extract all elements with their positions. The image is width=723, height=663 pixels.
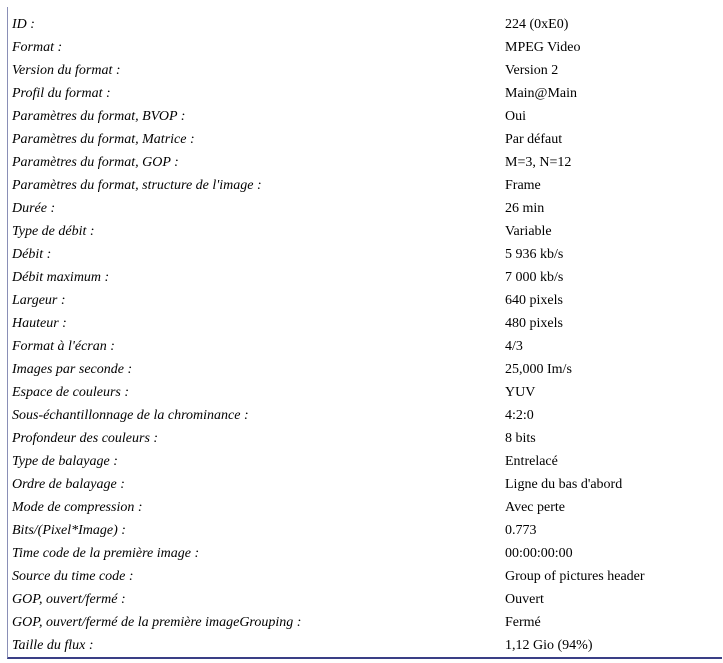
property-label: Paramètres du format, structure de l'image : <box>12 178 262 193</box>
property-row <box>12 427 715 450</box>
property-row <box>12 519 715 542</box>
property-label: Format à l'écran : <box>12 339 115 354</box>
property-row <box>12 335 715 358</box>
property-row <box>12 473 715 496</box>
property-label: Débit : <box>12 247 52 262</box>
property-value: Oui <box>505 109 526 124</box>
property-value: 26 min <box>505 201 545 216</box>
property-value: Main@Main <box>505 86 577 101</box>
property-label: Version du format : <box>12 63 121 78</box>
property-value: Ouvert <box>505 592 544 607</box>
property-row <box>12 266 715 289</box>
property-label: Taille du flux : <box>12 638 94 653</box>
property-value: Entrelacé <box>505 454 558 469</box>
property-label: Profondeur des couleurs : <box>12 431 159 446</box>
property-value: Fermé <box>505 615 541 630</box>
property-row <box>12 542 715 565</box>
property-row <box>12 404 715 427</box>
property-value: 7 000 kb/s <box>505 270 564 285</box>
property-label: Espace de couleurs : <box>12 385 130 400</box>
property-value: 8 bits <box>505 431 536 446</box>
property-value: MPEG Video <box>505 40 581 55</box>
property-label: Ordre de balayage : <box>12 477 125 492</box>
property-row <box>12 105 715 128</box>
property-value: 5 936 kb/s <box>505 247 564 262</box>
property-label: Source du time code : <box>12 569 134 584</box>
property-row <box>12 59 715 82</box>
property-label: Profil du format : <box>12 86 111 101</box>
property-row <box>12 381 715 404</box>
property-label: Paramètres du format, BVOP : <box>12 109 186 124</box>
property-value: 4:2:0 <box>505 408 534 423</box>
property-value: 480 pixels <box>505 316 563 331</box>
property-value: Avec perte <box>505 500 565 515</box>
property-value: 0.773 <box>505 523 537 538</box>
property-label: GOP, ouvert/fermé de la première imageGrouping : <box>12 615 302 630</box>
property-row <box>12 588 715 611</box>
property-label: Débit maximum : <box>12 270 110 285</box>
property-value: Variable <box>505 224 552 239</box>
property-row <box>12 82 715 105</box>
property-row <box>12 243 715 266</box>
property-value: M=3, N=12 <box>505 155 572 170</box>
property-label: Bits/(Pixel*Image) : <box>12 523 126 538</box>
property-value: Par défaut <box>505 132 563 147</box>
property-label: ID : <box>12 17 35 32</box>
property-row <box>12 174 715 197</box>
property-row <box>12 450 715 473</box>
property-label: Paramètres du format, GOP : <box>12 155 179 170</box>
property-label: Sous-échantillonnage de la chrominance : <box>12 408 249 423</box>
property-value: 1,12 Gio (94%) <box>505 638 593 653</box>
property-row <box>12 496 715 519</box>
property-label: Format : <box>12 40 63 55</box>
media-info-body <box>12 13 715 657</box>
property-value: Version 2 <box>505 63 559 78</box>
property-row <box>12 13 715 36</box>
property-value: Ligne du bas d'abord <box>505 477 623 492</box>
property-label: Time code de la première image : <box>12 546 200 561</box>
property-value: 00:00:00:00 <box>505 546 573 561</box>
property-row <box>12 611 715 634</box>
property-label: Images par seconde : <box>12 362 133 377</box>
property-label: Durée : <box>12 201 56 216</box>
property-row <box>12 565 715 588</box>
property-label: Type de débit : <box>12 224 95 239</box>
property-row <box>12 358 715 381</box>
property-row <box>12 36 715 59</box>
property-value: 224 (0xE0) <box>505 17 569 32</box>
media-info-table <box>12 13 715 657</box>
property-row <box>12 289 715 312</box>
property-label: Type de balayage : <box>12 454 118 469</box>
property-label: Largeur : <box>12 293 66 308</box>
property-label: Mode de compression : <box>12 500 143 515</box>
property-label: GOP, ouvert/fermé : <box>12 592 126 607</box>
property-row <box>12 312 715 335</box>
property-value: Group of pictures header <box>505 569 645 584</box>
property-label: Paramètres du format, Matrice : <box>12 132 195 147</box>
property-value: Frame <box>505 178 541 193</box>
property-value: 25,000 Im/s <box>505 362 572 377</box>
property-row <box>12 197 715 220</box>
property-row <box>12 634 715 657</box>
property-value: 640 pixels <box>505 293 563 308</box>
property-row <box>12 151 715 174</box>
property-row <box>12 220 715 243</box>
property-value: YUV <box>505 385 536 400</box>
property-value: 4/3 <box>505 339 523 354</box>
property-label: Hauteur : <box>12 316 67 331</box>
property-row <box>12 128 715 151</box>
